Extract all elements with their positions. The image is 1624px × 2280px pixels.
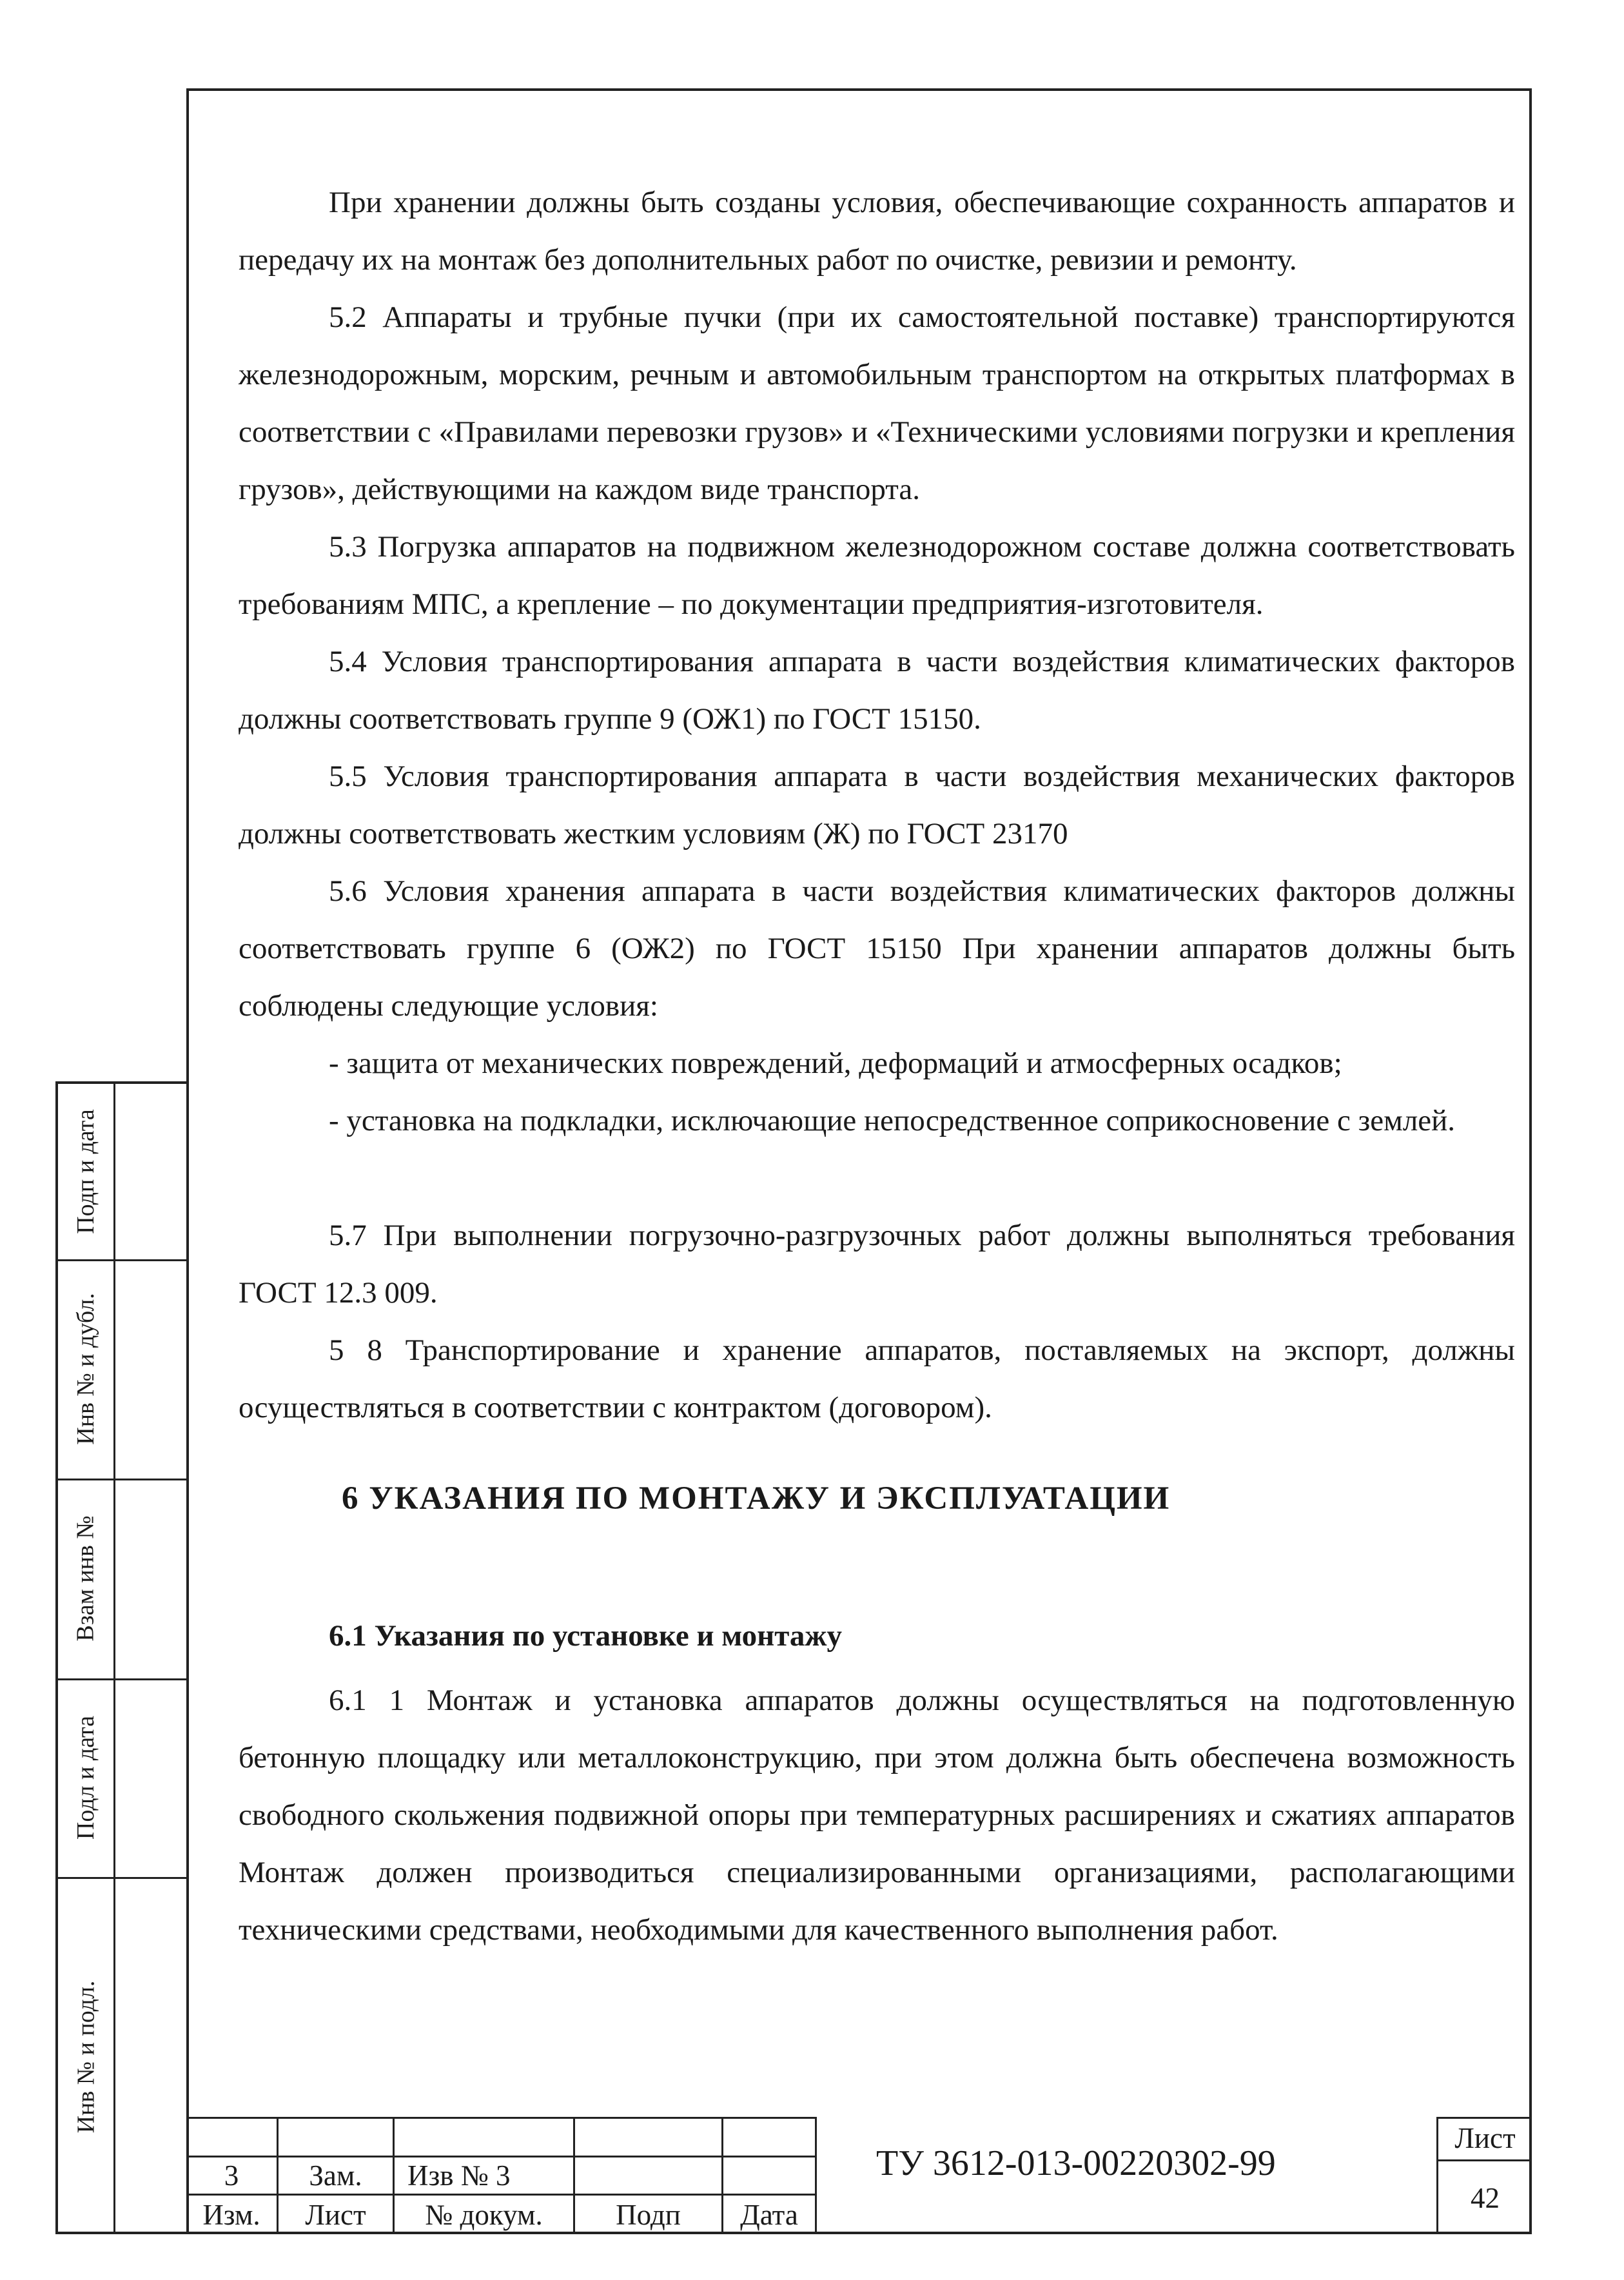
list-item: - установка на подкладки, исключающие непосредственное соприкосновение с землей. [329,1104,1456,1137]
paragraph: 5.6 Условия хранения аппарата в части воздействия климатических факторов должны соответствовать группе 6 (ОЖ2) по ГОСТ 15150 При хранении аппаратов должны быть соблюдены следующие условия: [239,874,1515,1023]
list-item: - защита от механических повреждений, деформаций и атмосферных осадков; [329,1047,1342,1080]
paragraph: 5.3 Погрузка аппаратов на подвижном железнодорожном составе должна соответствовать требованиям МПС, а крепление – по документации предприятия-изготовителя. [239,530,1515,621]
paragraph: 5.5 Условия транспортирования аппарата в части воздействия механических факторов должны соответствовать жестким условиям (Ж) по ГОСТ 23170 [239,760,1515,850]
header-document: № докум. [425,2199,543,2231]
header-signature: Подп [616,2199,681,2231]
sidebar-stamp [55,1081,189,2234]
sheet-change: Зам. [309,2159,362,2192]
header-change: Изм. [202,2199,260,2231]
sidebar-label: Инв № и дубл. [72,1293,99,1445]
paragraph: 6.1 1 Монтаж и установка аппаратов должны осуществляться на подготовленную бетонную площадку или металлоконструкцию, при этом должна быть обеспечена возможность свободного скольжения подвижной опоры при температурных расширениях и сжатиях аппаратов Монтаж должен производиться специализированными организациями, располагающими техническими средствами, необходимыми для качественного выполнения работ. [239,1684,1515,1947]
date-cell [723,2157,815,2194]
sheet-label: Лист [1454,2122,1516,2154]
header-sheet: Лист [305,2199,366,2231]
sidebar-label: Инв № и подл. [72,1980,100,2134]
document-number: ТУ 3612-013-00220302-99 [876,2143,1276,2183]
sidebar-divider [113,1084,115,2232]
sheet-number: 42 [1471,2181,1500,2214]
section-heading: 6 УКАЗАНИЯ ПО МОНТАЖУ И ЭКСПЛУАТАЦИИ [342,1480,1171,1517]
signature-cell [575,2157,721,2194]
paragraph: 5.4 Условия транспортирования аппарата в части воздействия климатических факторов должны соответствовать группе 9 (ОЖ1) по ГОСТ 15150. [239,645,1515,736]
revision-number: 3 [224,2159,239,2192]
paragraph: 5.2 Аппараты и трубные пучки (при их самостоятельной поставке) транспортируются железнодорожным, морским, речным и автомобильным транспортом на открытых платформах в соответствии с «Правилами перевозки грузов» и «Техническими условиями погрузки и крепления грузов», действующими на каждом виде транспорта. [239,300,1515,506]
title-block [186,2117,1532,2234]
sidebar-label: Подп и дата [72,1109,100,1234]
paragraph: 5.7 При выполнении погрузочно-разгрузочных работ должны выполняться требования ГОСТ 12.3 009. [239,1219,1515,1310]
paragraph: При хранении должны быть созданы условия, обеспечивающие сохранность аппаратов и передачу их на монтаж без дополнительных работ по очистке, ревизии и ремонту. [239,186,1515,277]
sidebar-label: Взам инв № [72,1515,100,1642]
subsection-heading: 6.1 Указания по установке и монтажу [329,1619,842,1653]
header-date: Дата [740,2199,798,2231]
sidebar-label: Подл и дата [72,1715,100,1840]
change-document: Изв № 3 [407,2159,511,2192]
paragraph: 5 8 Транспортирование и хранение аппаратов, поставляемых на экспорт, должны осуществляться в соответствии с контрактом (договором). [239,1333,1515,1424]
